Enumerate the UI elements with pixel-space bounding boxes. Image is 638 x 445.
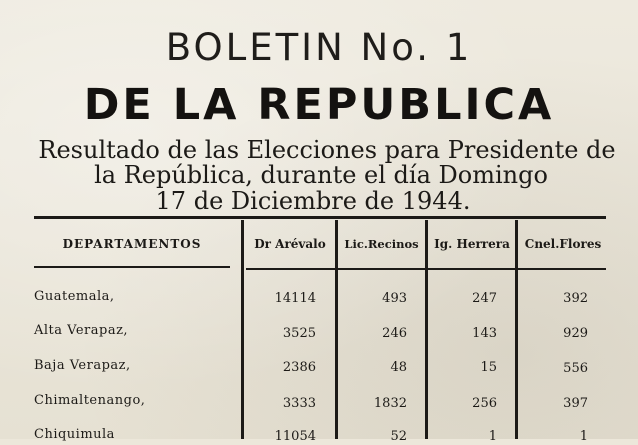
row-value-recinos: 493 bbox=[382, 291, 407, 306]
column-rule-4 bbox=[515, 220, 518, 439]
bulletin-title: BOLETIN No. 1 bbox=[165, 26, 473, 69]
row-value-herrera: 1 bbox=[488, 429, 497, 444]
row-value-flores: 1 bbox=[579, 429, 588, 444]
row-value-arevalo: 14114 bbox=[274, 291, 316, 306]
row-department: Chiquimula bbox=[34, 427, 115, 442]
header-departamentos: DEPARTAMENTOS bbox=[62, 237, 202, 251]
row-value-arevalo: 2386 bbox=[282, 360, 316, 375]
row-value-recinos: 48 bbox=[390, 360, 407, 375]
row-value-recinos: 52 bbox=[390, 429, 407, 444]
republic-title: DE LA REPUBLICA bbox=[83, 80, 555, 130]
subtitle-line-3: 17 de Diciembre de 1944. bbox=[155, 187, 471, 215]
row-value-flores: 929 bbox=[563, 326, 588, 341]
row-value-flores: 392 bbox=[563, 291, 588, 306]
header-recinos: Lic.Recinos bbox=[344, 237, 419, 251]
row-value-arevalo: 3333 bbox=[282, 396, 316, 411]
row-value-flores: 397 bbox=[563, 396, 588, 411]
row-value-herrera: 247 bbox=[472, 291, 497, 306]
row-value-herrera: 143 bbox=[472, 326, 497, 341]
header-arevalo: Dr Arévalo bbox=[254, 237, 326, 251]
row-value-herrera: 256 bbox=[472, 396, 497, 411]
row-value-arevalo: 3525 bbox=[282, 326, 316, 341]
column-rule-3 bbox=[425, 220, 428, 439]
row-department: Alta Verapaz, bbox=[34, 323, 129, 338]
row-department: Baja Verapaz, bbox=[34, 358, 131, 373]
header-underline-dept bbox=[34, 266, 230, 268]
header-herrera: Ig. Herrera bbox=[434, 237, 510, 251]
row-department: Guatemala, bbox=[34, 289, 115, 304]
header-flores: Cnel.Flores bbox=[524, 237, 602, 251]
subtitle-line-2: la República, durante el día Domingo bbox=[94, 161, 548, 189]
row-department: Chimaltenango, bbox=[34, 393, 146, 408]
column-rule-1 bbox=[241, 220, 244, 439]
row-value-herrera: 15 bbox=[480, 360, 497, 375]
subtitle-line-1: Resultado de las Elecciones para Presidente de bbox=[38, 136, 616, 164]
row-value-recinos: 1832 bbox=[373, 396, 407, 411]
row-value-recinos: 246 bbox=[382, 326, 407, 341]
row-value-arevalo: 11054 bbox=[274, 429, 316, 444]
row-value-flores: 556 bbox=[563, 361, 588, 376]
column-rule-2 bbox=[335, 220, 338, 439]
table-top-rule bbox=[34, 216, 606, 219]
